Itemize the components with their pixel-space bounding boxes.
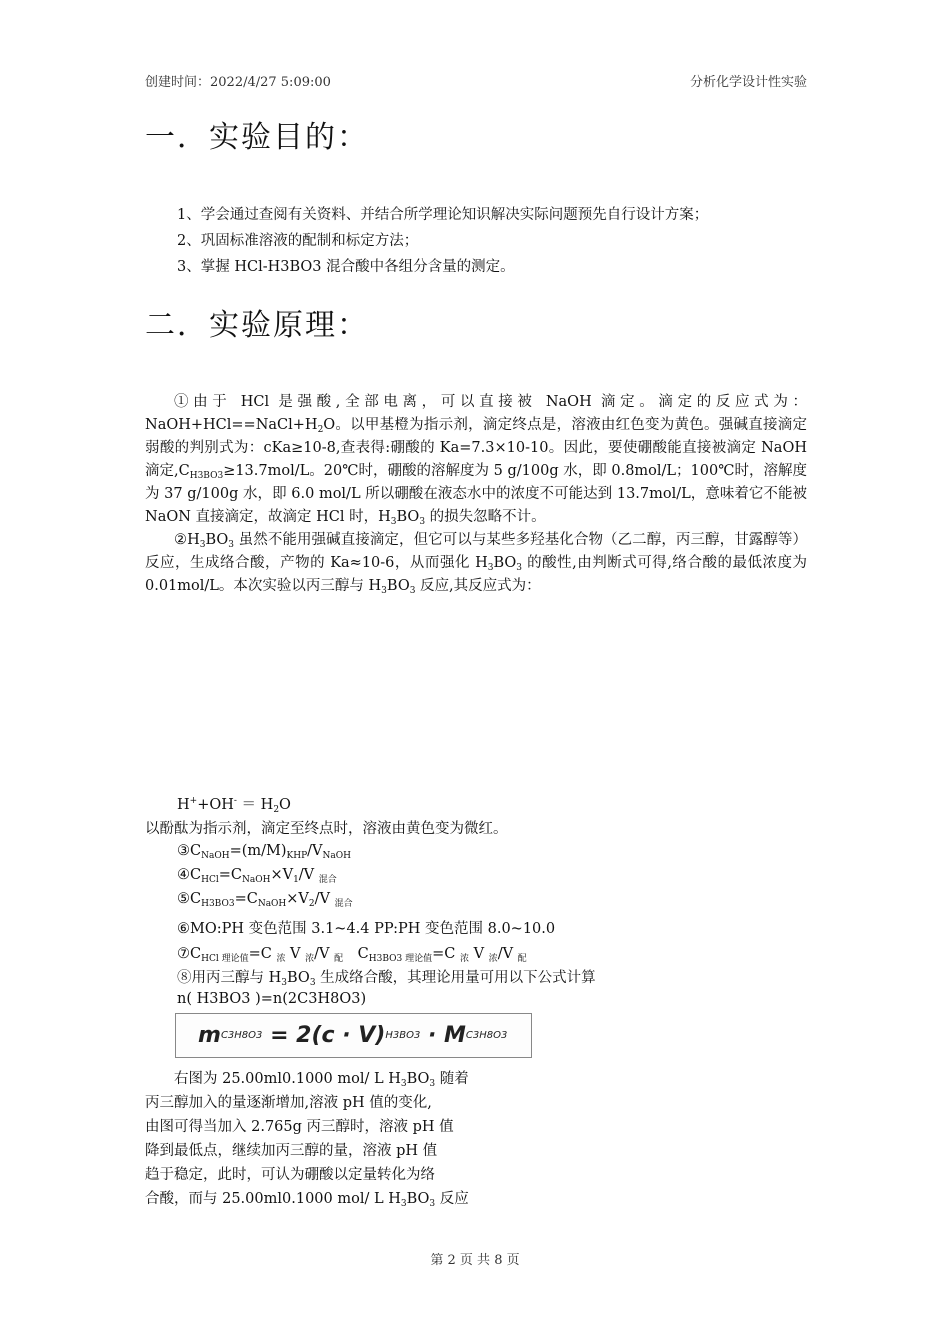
equation-7: $⑦C_{HCl 理论值}=C$ $_浓$ V $_浓$/V $_配$ $C_{H3BO3 理论值}=C$ $_浓$ V $_浓$/V $_配$	[177, 946, 527, 964]
figure-description: 右图为 25.00ml0.1000 mol/ L $H_3BO_3$ 随着 丙三醇加入的量逐渐增加,溶液 pH 值的变化, 由图可得当加入 2.765g 丙三醇时，溶液 pH 值 降到最低点，继续加丙三醇的量，溶液 pH 值 趋于稳定，此时，可认为硼酸以定量转化为络 合酸，而与 25.00ml0.1000 mol/ L $H_3BO_3$ 反应	[145, 1071, 469, 1209]
equation-neutralization: $H^++OH^- = H_2O$	[177, 796, 291, 815]
list-item: 3、掌握 HCl-H3BO3 混合酸中各组分含量的测定。	[177, 259, 515, 275]
endpoint-text: 以酚酞为指示剂，滴定至终点时，溶液由黄色变为微红。	[145, 821, 508, 837]
principle-paragraph-2: $②H_3BO_3$ 虽然不能用强碱直接滴定，但它可以与某些多羟基化合物（乙二醇，丙三醇，甘露醇等）反应，生成络合酸，产物的 Ka≈10-6，从而强化 $H_3BO_3$ 的酸性,由判断式可得,络合酸的最低浓度为 0.01mol/L。本次实验以丙三醇与 $H_3BO_3$ 反应,其反应式为：	[145, 532, 807, 596]
header-created-time: 创建时间：2022/4/27 5:09:00	[145, 75, 331, 90]
equation-8: ⑧用丙三醇与 $H_3BO_3$ 生成络合酸，其理论用量可用以下公式计算	[177, 970, 596, 988]
principle-paragraphs	[145, 391, 807, 598]
indicator-ranges: ⑥MO:PH 变色范围 3.1~4.4 PP:PH 变色范围 8.0~10.0	[177, 921, 556, 937]
page-number: 第 2 页 共 8 页	[430, 1253, 520, 1268]
equation-5: $⑤C_{H3BO3}=C_{NaOH}\times V_2/V$ $_{混合}$	[177, 891, 353, 909]
equation-3: $③C_{NaOH}=(m/M)_{KHP}/V_{NaOH}$	[177, 843, 351, 861]
equation-8-formula: n( H3BO3 )=n(2C3H8O3)	[177, 991, 367, 1007]
list-item: 2、巩固标准溶液的配制和标定方法；	[177, 233, 419, 249]
header-course-title: 分析化学设计性实验	[689, 75, 807, 90]
objectives-list	[177, 202, 708, 280]
glycerol-mass-formula-image: m C3H8O3 = 2(c · V) H3BO3 · M C3H8O3	[175, 1013, 532, 1058]
section-title-objectives: 一．实验目的：	[145, 120, 369, 155]
equation-4: $④C_{HCl}=C_{NaOH}\times V_1/V$ $_{混合}$	[177, 867, 337, 885]
list-item: 1、学会通过查阅有关资料、并结合所学理论知识解决实际问题预先自行设计方案；	[177, 207, 709, 223]
section-title-principle: 二．实验原理：	[145, 308, 369, 343]
principle-paragraph-1: ①由于 HCl 是强酸,全部电离，可以直接被 NaOH 滴定。滴定的反应式为：$NaOH+HCl==NaCl+H_2O$。以甲基橙为指示剂，滴定终点是，溶液由红色变为黄色。强碱直接滴定弱酸的判别式为：cKa≥10-8,查表得:硼酸的 Ka=7.3×10-10。因此，要使硼酸能直接被滴定 NaOH 滴定$,C_{H3BO3}\ge 13.7mol/L$。20℃时，硼酸的溶解度为 5 g/100g 水，即 0.8mol/L；100℃时，溶解度为 37 g/100g 水，即 6.0 mol/L 所以硼酸在液态水中的浓度不可能达到 13.7mol/L，意味着它不能被 NaON 直接滴定，故滴定 HCl 时，$H_3BO_3$ 的损失忽略不计。	[145, 394, 807, 527]
